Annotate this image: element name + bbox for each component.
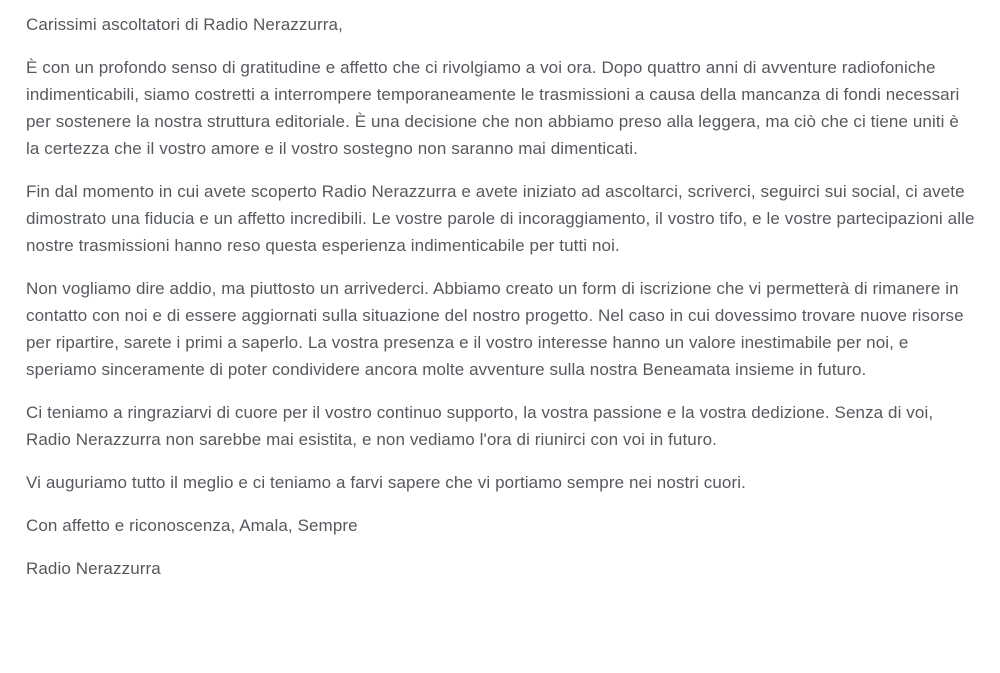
letter-greeting: Carissimi ascoltatori di Radio Nerazzurra, [26, 15, 343, 34]
letter-paragraph-4: Ci teniamo a ringraziarvi di cuore per il vostro continuo supporto, la vostra passione e la vostra dedizione. Senza di voi, Radio Nerazzurra non sarebbe mai esistita, e non vediamo l'ora di riunirci con voi in futuro. [26, 403, 934, 449]
letter-paragraph-3: Non vogliamo dire addio, ma piuttosto un arrivederci. Abbiamo creato un form di iscrizione che vi permetterà di rimanere in contatto con noi e di essere aggiornati sulla situazione del nostro progetto. Nel caso in cui dovessimo trovare nuove risorse per ripartire, sarete i primi a saperlo. La vostra presenza e il vostro interesse hanno un valore inestimabile per noi, e speriamo sinceramente di poter condividere ancora molte avventure sulla nostra Beneamata insieme in futuro. [26, 279, 964, 379]
letter-closing: Con affetto e riconoscenza, Amala, Sempre [26, 516, 358, 535]
letter-body [26, 11, 976, 598]
letter-paragraph-5: Vi auguriamo tutto il meglio e ci teniamo a farvi sapere che vi portiamo sempre nei nostri cuori. [26, 473, 746, 492]
letter-paragraph-1: È con un profondo senso di gratitudine e affetto che ci rivolgiamo a voi ora. Dopo quattro anni di avventure radiofoniche indimenticabili, siamo costretti a interrompere temporaneamente le trasmissioni a causa della mancanza di fondi necessari per sostenere la nostra struttura editoriale. È una decisione che non abbiamo preso alla leggera, ma ciò che ci tiene uniti è la certezza che il vostro amore e il vostro sostegno non saranno mai dimenticati. [26, 58, 960, 158]
letter-paragraph-2: Fin dal momento in cui avete scoperto Radio Nerazzurra e avete iniziato ad ascoltarci, scriverci, seguirci sui social, ci avete dimostrato una fiducia e un affetto incredibili. Le vostre parole di incoraggiamento, il vostro tifo, e le vostre partecipazioni alle nostre trasmissioni hanno reso questa esperienza indimenticabile per tutti noi. [26, 182, 975, 255]
letter-signature: Radio Nerazzurra [26, 559, 161, 578]
